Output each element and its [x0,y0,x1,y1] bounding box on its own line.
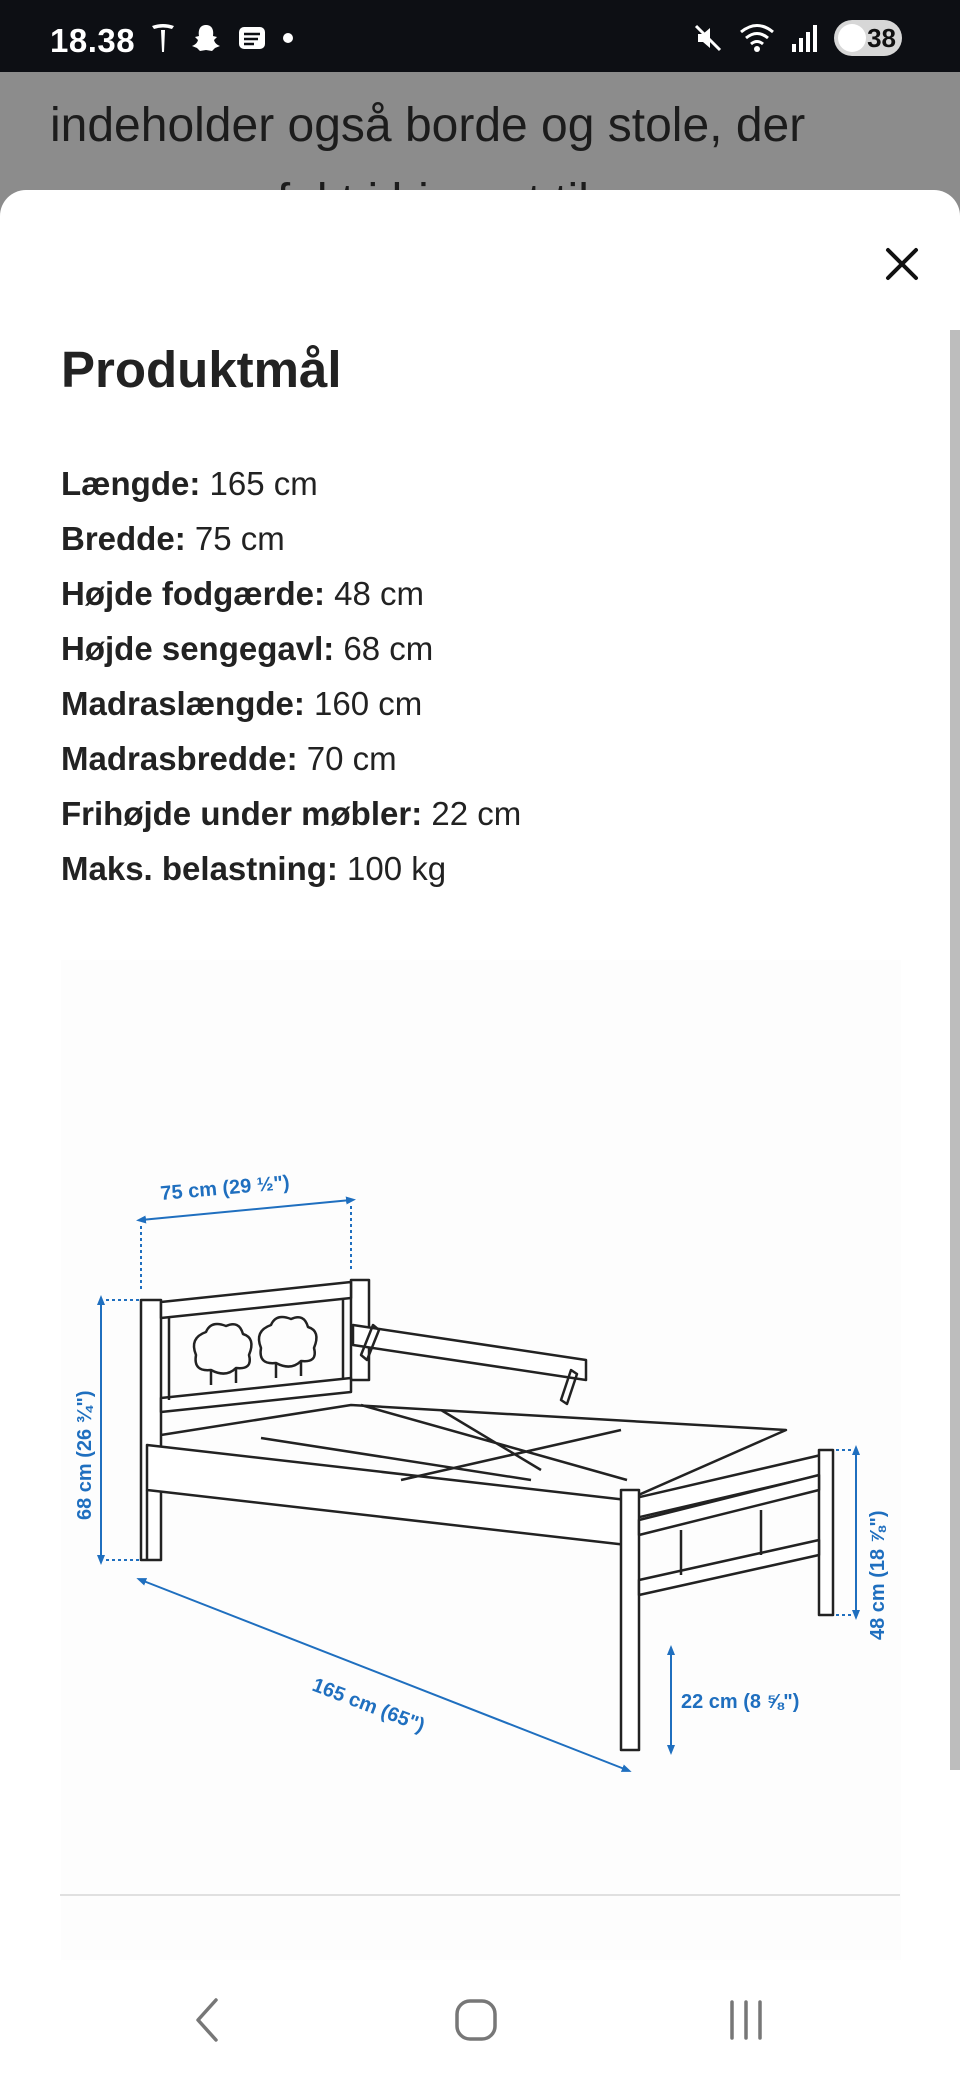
mute-icon [692,22,724,54]
notification-icons [150,20,294,56]
signal-icon [790,22,820,54]
tesla-icon [150,22,176,54]
spec-item [61,731,521,786]
spec-value: 48 cm [324,575,425,612]
spec-value: 22 cm [422,795,522,832]
spec-label: Madraslængde: [61,685,305,722]
bed-drawing [61,960,901,1860]
background-page-text: indeholder også borde og stole, der [50,99,806,152]
close-button[interactable] [872,234,932,294]
clearance-label: 22 cm (8 ⅝") [681,1691,800,1713]
spec-label: Højde fodgærde: [61,575,325,612]
system-icons [692,18,902,58]
length-dimension-label: 165 cm (65") [309,1674,428,1738]
spec-value: 75 cm [185,520,285,557]
home-button[interactable] [436,1990,516,2050]
spec-label: Maks. belastning: [61,850,338,887]
spec-item [61,841,521,896]
dot-icon [282,32,294,44]
spec-value: 160 cm [304,685,423,722]
spec-item [61,566,521,621]
status-time: 18.38 [50,22,136,59]
headboard-height-label: 68 cm (26 ¾") [74,1390,96,1520]
bed-dimension-diagram [61,960,901,2020]
close-icon [884,246,920,282]
spec-value: 165 cm [200,465,318,502]
spec-label: Bredde: [61,520,186,557]
scrollbar-thumb[interactable] [950,330,960,1770]
spec-label: Madrasbredde: [61,740,298,777]
home-icon [452,1996,500,2044]
back-button[interactable] [168,1990,248,2050]
status-bar [0,0,960,72]
spec-list [61,456,521,896]
spec-item [61,676,521,731]
spec-label: Højde sengegavl: [61,630,335,667]
spec-value: 70 cm [297,740,397,777]
spec-item [61,456,521,511]
spec-label: Længde: [61,465,201,502]
navigation-bar [0,1960,960,2080]
wifi-icon [738,22,776,54]
spec-item [61,786,521,841]
spec-item [61,621,521,676]
back-icon [188,1996,228,2044]
spec-label: Frihøjde under møbler: [61,795,423,832]
charging-icon [838,24,866,52]
spec-value: 100 kg [337,850,447,887]
recents-button[interactable] [706,1990,786,2050]
product-dimensions-sheet [0,190,960,2080]
spec-value: 68 cm [334,630,434,667]
spec-item [61,511,521,566]
battery-indicator [834,20,902,56]
snapchat-icon [190,22,222,54]
messages-icon [236,22,268,54]
battery-level: 38 [867,22,896,53]
sheet-title: Produktmål [61,341,342,398]
footboard-height-label: 48 cm (18 ⅞") [867,1510,889,1640]
divider [60,1894,900,1896]
width-dimension-label: 75 cm (29 ½") [159,1171,291,1205]
recents-icon [722,1996,770,2044]
